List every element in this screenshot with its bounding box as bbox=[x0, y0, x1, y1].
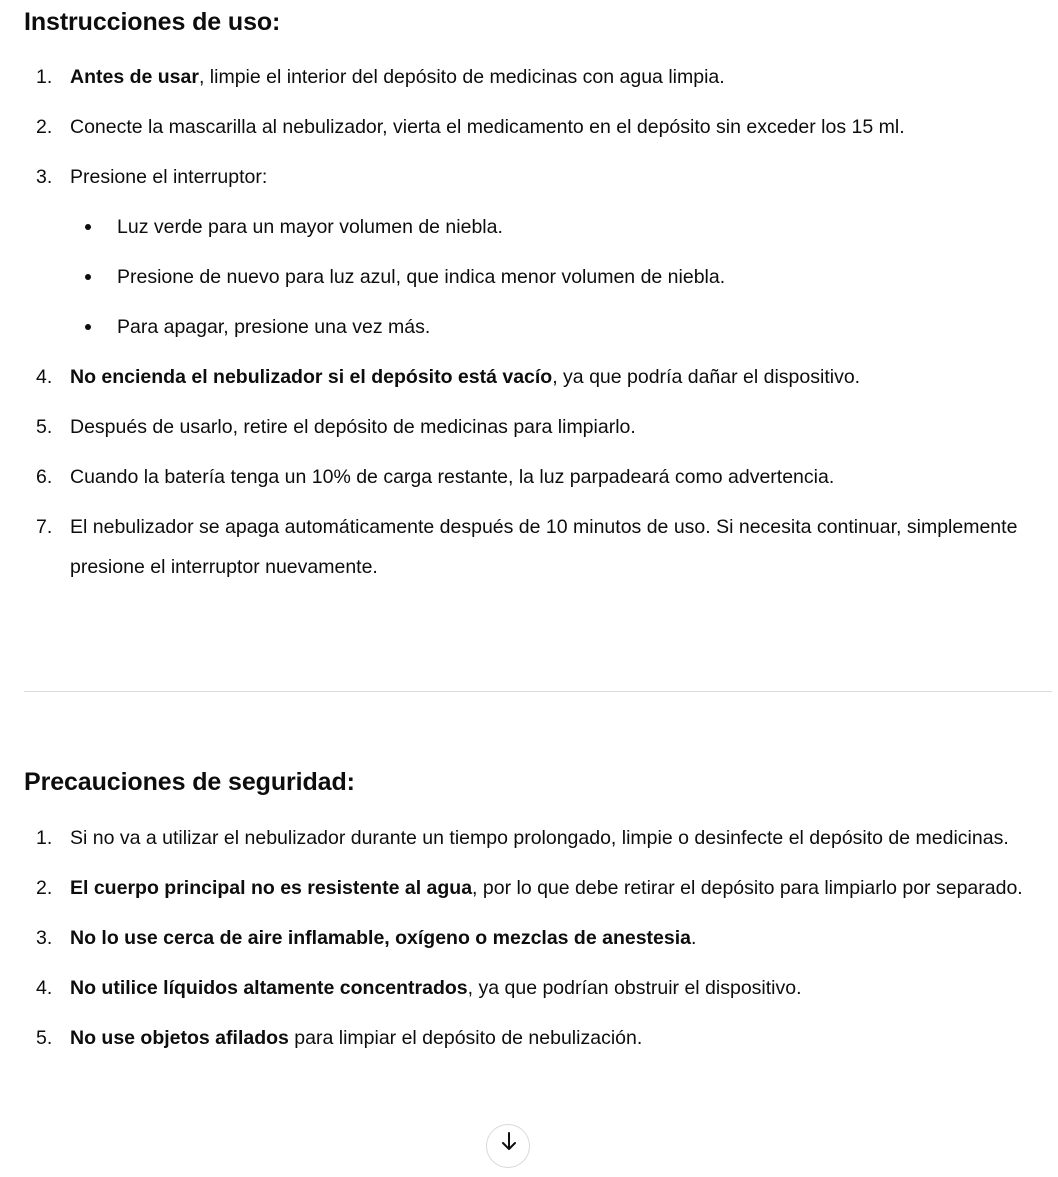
bullet-dot-icon bbox=[85, 274, 91, 280]
list-item bbox=[0, 968, 1058, 1008]
bullet-item bbox=[70, 257, 1052, 297]
step-bold-text: No lo use cerca de aire inflamable, oxígeno o mezclas de anestesia bbox=[70, 927, 692, 949]
step-text: para limpiar el depósito de nebulización. bbox=[288, 1027, 643, 1049]
list-item bbox=[0, 507, 1058, 587]
switch-bullets-list bbox=[70, 207, 1052, 347]
step-number: 2. bbox=[36, 116, 53, 138]
step-text: , ya que podría dañar el dispositivo. bbox=[552, 366, 861, 388]
step-text: , por lo que debe retirar el depósito para limpiarlo por separado. bbox=[472, 877, 1023, 899]
usage-steps-list bbox=[0, 57, 1058, 597]
scroll-down-button[interactable] bbox=[486, 1124, 530, 1168]
step-number: 4. bbox=[36, 366, 53, 388]
bullet-item bbox=[70, 307, 1052, 347]
list-item bbox=[0, 1018, 1058, 1058]
step-text: Conecte la mascarilla al nebulizador, vierta el medicamento en el depósito sin exceder los 15 ml. bbox=[70, 116, 905, 138]
bullet-dot-icon bbox=[85, 224, 91, 230]
step-bold-text: No encienda el nebulizador si el depósito está vacío bbox=[70, 366, 553, 388]
step-bold-text: No utilice líquidos altamente concentrados bbox=[70, 977, 468, 999]
list-item bbox=[0, 357, 1058, 397]
bullet-text: Para apagar, presione una vez más. bbox=[117, 316, 431, 338]
step-text: . bbox=[691, 927, 697, 949]
step-number: 3. bbox=[36, 166, 53, 188]
step-number: 1. bbox=[36, 827, 53, 849]
step-text: Cuando la batería tenga un 10% de carga restante, la luz parpadeará como advertencia. bbox=[70, 466, 835, 488]
list-item bbox=[0, 157, 1058, 347]
step-number: 2. bbox=[36, 877, 53, 899]
step-text: Si no va a utilizar el nebulizador durante un tiempo prolongado, limpie o desinfecte el depósito de medicinas. bbox=[70, 827, 1009, 849]
list-item bbox=[0, 107, 1058, 147]
bullet-dot-icon bbox=[85, 324, 91, 330]
list-item bbox=[0, 57, 1058, 97]
list-item bbox=[0, 918, 1058, 958]
step-number: 1. bbox=[36, 66, 53, 88]
safety-steps-list bbox=[0, 818, 1058, 1068]
safety-heading: Precauciones de seguridad: bbox=[24, 768, 355, 796]
usage-heading: Instrucciones de uso: bbox=[24, 8, 281, 36]
step-text: , limpie el interior del depósito de medicinas con agua limpia. bbox=[198, 66, 725, 88]
step-bold-text: El cuerpo principal no es resistente al agua bbox=[70, 877, 473, 899]
step-number: 6. bbox=[36, 466, 53, 488]
bullet-item bbox=[70, 207, 1052, 247]
list-item bbox=[0, 818, 1058, 858]
step-text: , ya que podrían obstruir el dispositivo. bbox=[467, 977, 802, 999]
bullet-text: Presione de nuevo para luz azul, que indica menor volumen de niebla. bbox=[117, 266, 726, 288]
step-text: Después de usarlo, retire el depósito de medicinas para limpiarlo. bbox=[70, 416, 636, 438]
list-item bbox=[0, 868, 1058, 908]
step-bold-text: No use objetos afilados bbox=[70, 1027, 289, 1049]
step-text: El nebulizador se apaga automáticamente después de 10 minutos de uso. Si necesita continuar, simplemente presione el interruptor nuevamente. bbox=[70, 516, 1018, 578]
arrow-down-icon bbox=[500, 1131, 518, 1153]
bullet-text: Luz verde para un mayor volumen de niebla. bbox=[117, 216, 503, 238]
step-number: 5. bbox=[36, 1027, 53, 1049]
step-number: 5. bbox=[36, 416, 53, 438]
list-item bbox=[0, 407, 1058, 447]
step-number: 7. bbox=[36, 516, 53, 538]
step-text: Presione el interruptor: bbox=[70, 166, 268, 188]
step-number: 4. bbox=[36, 977, 53, 999]
step-number: 3. bbox=[36, 927, 53, 949]
section-divider bbox=[24, 691, 1052, 692]
list-item bbox=[0, 457, 1058, 497]
step-bold-text: Antes de usar bbox=[70, 66, 199, 88]
